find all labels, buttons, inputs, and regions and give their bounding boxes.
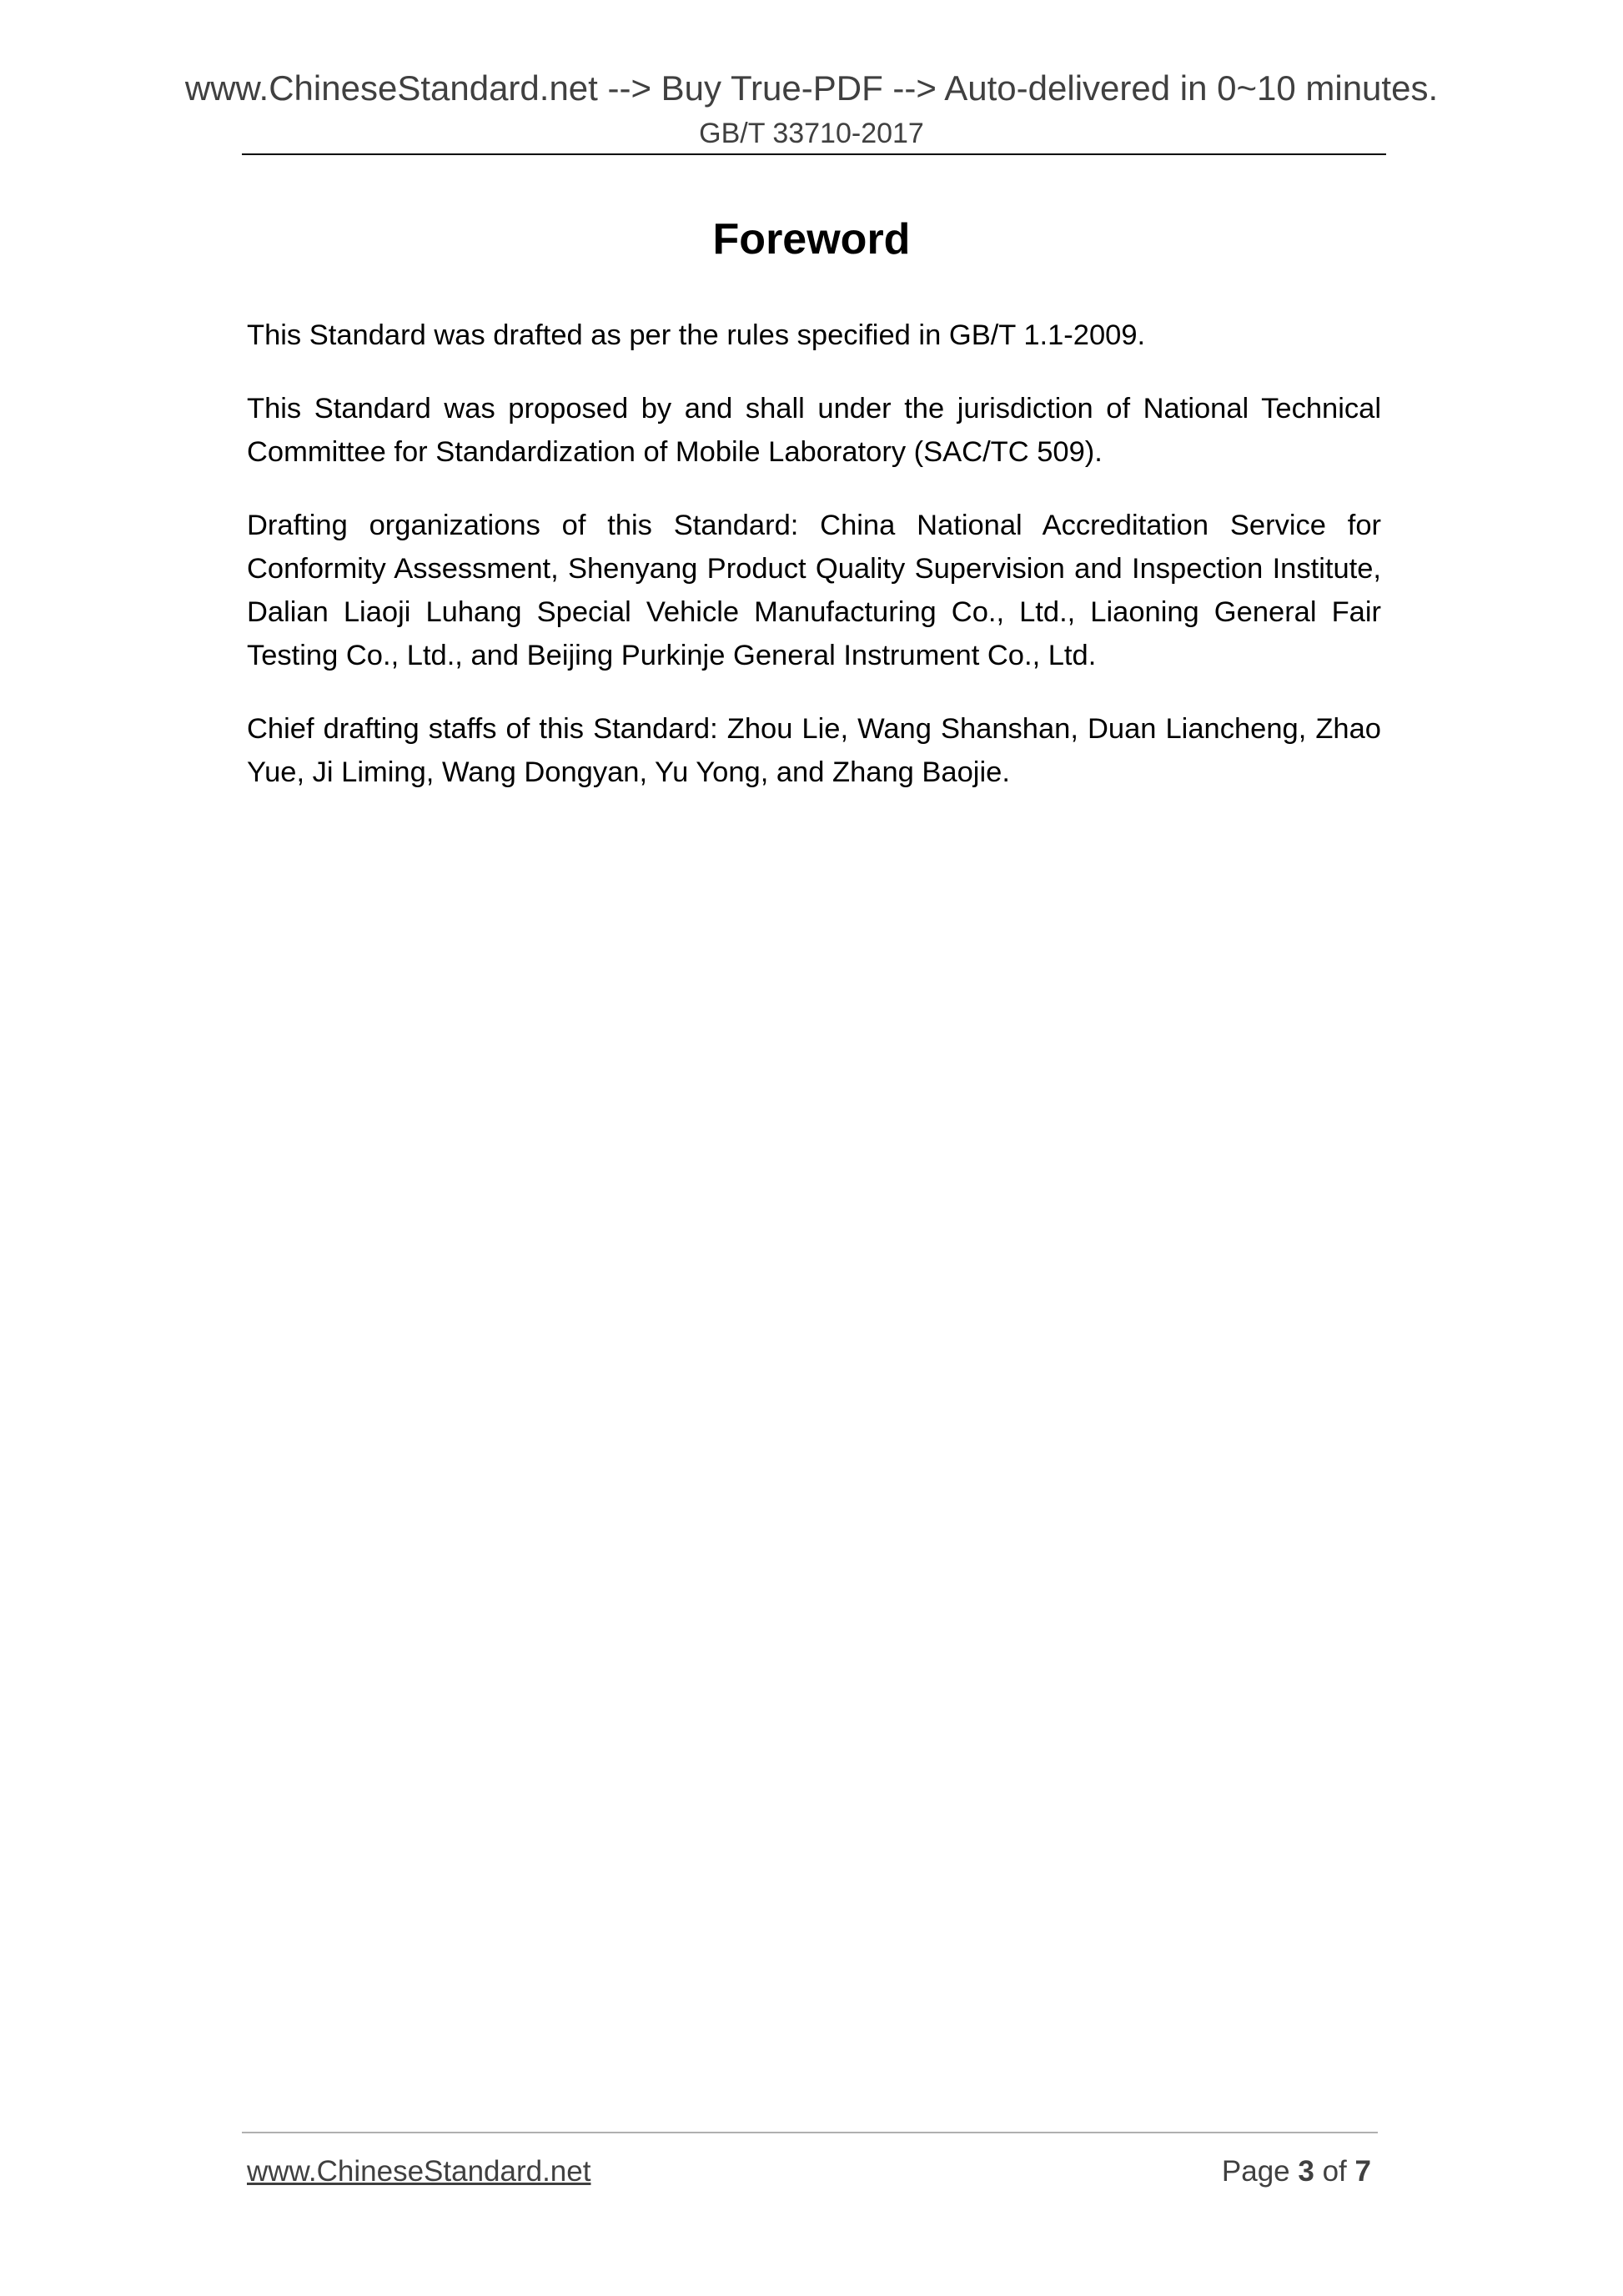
foreword-body: [247, 314, 1381, 824]
page-indicator: [1222, 2153, 1371, 2190]
page-current: 3: [1298, 2155, 1314, 2188]
standard-number: GB/T 33710-2017: [699, 118, 924, 149]
footer-divider: [242, 2132, 1378, 2133]
paragraph-proposal: This Standard was proposed by and shall under the jurisdiction of National Technical Committee for Standardization of Mobile Laboratory (SAC/TC 509).: [247, 393, 1381, 468]
paragraph-drafting-staff: Chief drafting staffs of this Standard: Zhou Lie, Wang Shanshan, Duan Liancheng, Zhao Yue, Ji Liming, Wang Dongyan, Yu Yong, and Zhang Baojie.: [247, 713, 1381, 788]
header-divider: [242, 153, 1386, 155]
paragraph-drafting-organizations: Drafting organizations of this Standard: China National Accreditation Service for Conformity Assessment, Shenyang Product Quality Supervision and Inspection Institute, Dalian Liaoji Luhang Special Vehicle Manufacturing Co., Ltd., Liaoning General Fair Testing Co., Ltd., and Beijing Purkinje General Instrument Co., Ltd.: [247, 510, 1381, 671]
page-label: Page: [1221, 2155, 1290, 2188]
page-title: Foreword: [712, 215, 911, 264]
page-total: 7: [1354, 2155, 1371, 2188]
paragraph-drafting-rules: This Standard was drafted as per the rules specified in GB/T 1.1-2009.: [247, 319, 1146, 351]
footer-website-link[interactable]: www.ChineseStandard.net: [247, 2155, 591, 2188]
page-of-label: of: [1322, 2155, 1347, 2188]
header-banner: www.ChineseStandard.net --> Buy True-PDF --> Auto-delivered in 0~10 minutes.: [184, 68, 1439, 108]
